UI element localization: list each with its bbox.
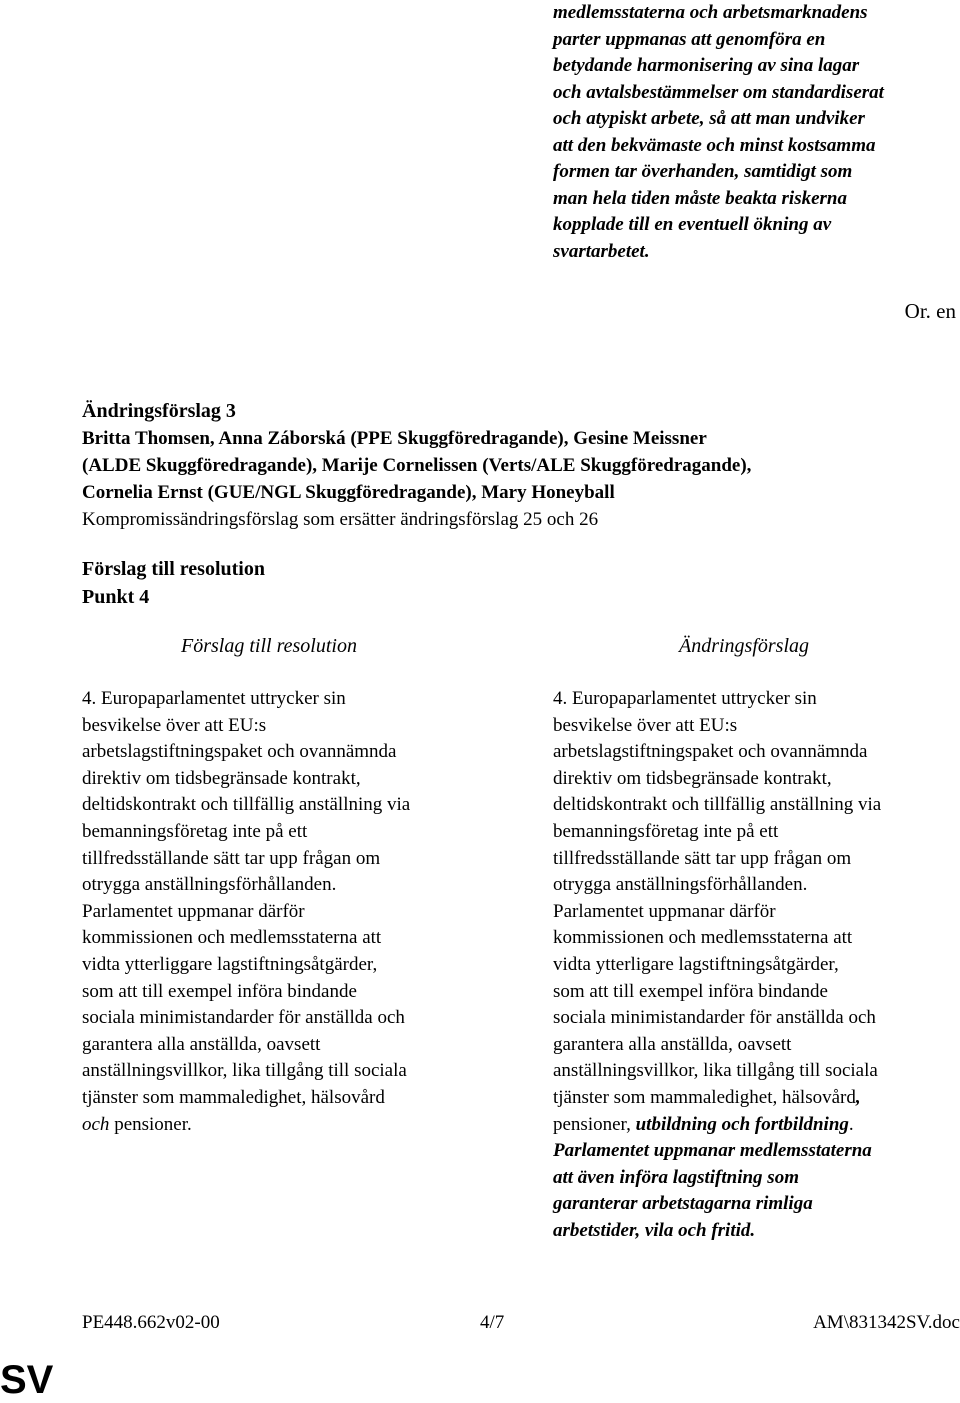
original-text-column	[82, 686, 492, 1138]
continuation-line: och avtalsbestämmelser om standardiserat	[553, 81, 884, 103]
compromise-note: Kompromissändringsförslag som ersätter ändringsförslag 25 och 26	[82, 509, 599, 530]
amendment-line: 4. Europaparlamentet uttrycker sin	[553, 688, 817, 709]
language-code: SV	[0, 1358, 54, 1402]
amendment-line	[553, 1112, 955, 1139]
added-line: arbetstider, vila och fritid.	[553, 1219, 756, 1241]
continuation-line: man hela tiden måste beakta riskerna	[553, 187, 847, 209]
continuation-line: medlemsstaterna och arbetsmarknadens	[553, 2, 868, 23]
amendment-line: arbetslagstiftningspaket och ovannämnda	[553, 741, 868, 763]
amendment-header	[82, 398, 942, 533]
motion-label: Förslag till resolution	[82, 558, 265, 580]
original-line: anställningsvillkor, lika tillgång till sociala	[82, 1060, 407, 1082]
left-column-heading: Förslag till resolution	[181, 635, 357, 657]
continuation-line: betydande harmonisering av sina lagar	[553, 55, 860, 76]
amendment-line: Parlamentet uppmanar därför	[553, 900, 776, 922]
amendment-authors-line: Britta Thomsen, Anna Záborská (PPE Skuggföredragande), Gesine Meissner	[82, 428, 707, 449]
footer-reference: PE448.662v02-00	[82, 1312, 220, 1333]
original-line: arbetslagstiftningspaket och ovannämnda	[82, 741, 397, 763]
continuation-line: parter uppmanas att genomföra en	[553, 28, 826, 50]
added-text: ,	[855, 1086, 861, 1108]
footer-page-number: 4/7	[480, 1312, 505, 1333]
footer-document-name: AM\831342SV.doc	[813, 1312, 960, 1333]
amendment-line: tillfredsställande sätt tar upp frågan om	[553, 847, 852, 869]
original-line: Parlamentet uppmanar därför	[82, 900, 305, 922]
amendment-authors-line: (ALDE Skuggföredragande), Marije Cornelissen (Verts/ALE Skuggföredragande),	[82, 455, 752, 476]
original-line: tjänster som mammaledighet, hälsovård	[82, 1086, 385, 1108]
continuation-line: och atypiskt arbete, så att man undviker	[553, 108, 865, 129]
motion-reference	[82, 555, 265, 611]
amendment-line-plain: tjänster som mammaledighet, hälsovård	[553, 1086, 856, 1108]
amendment-text-column	[553, 686, 955, 1244]
original-line: kommissionen och medlemsstaterna att	[82, 927, 382, 949]
amendment-line: direktiv om tidsbegränsade kontrakt,	[553, 767, 832, 789]
continuation-line: formen tar överhanden, samtidigt som	[553, 161, 853, 182]
amendment-line: bemanningsföretag inte på ett	[553, 820, 779, 842]
continuation-line: att den bekvämaste och minst kostsamma	[553, 134, 876, 156]
amendment-title: Ändringsförslag 3	[82, 400, 236, 422]
amendment-line-end: .	[848, 1113, 854, 1135]
amendment-authors-line: Cornelia Ernst (GUE/NGL Skuggföredragande), Mary Honeyball	[82, 482, 615, 503]
original-line: bemanningsföretag inte på ett	[82, 820, 308, 842]
right-column-heading: Ändringsförslag	[679, 635, 810, 657]
added-line: Parlamentet uppmanar medlemsstaterna	[553, 1140, 872, 1162]
amendment-line: besvikelse över att EU:s	[553, 714, 738, 736]
added-line: att även införa lagstiftning som	[553, 1166, 799, 1188]
original-line: direktiv om tidsbegränsade kontrakt,	[82, 767, 361, 789]
amendment-line	[553, 1085, 955, 1112]
original-language-note: Or. en	[904, 299, 956, 323]
original-line: tillfredsställande sätt tar upp frågan om	[82, 847, 381, 869]
original-line: vidta ytterliggare lagstiftningsåtgärder,	[82, 953, 378, 975]
original-line: otrygga anställningsförhållanden.	[82, 874, 337, 896]
original-line: garantera alla anställda, oavsett	[82, 1033, 321, 1055]
amendment-line: kommissionen och medlemsstaterna att	[553, 927, 853, 949]
amendment-line: otrygga anställningsförhållanden.	[553, 874, 808, 896]
amendment-line: anställningsvillkor, lika tillgång till sociala	[553, 1060, 878, 1082]
amendment-line-plain: pensioner,	[553, 1113, 636, 1135]
original-line: besvikelse över att EU:s	[82, 714, 267, 736]
original-line: sociala minimistandarder för anställda och	[82, 1007, 405, 1029]
amendment-line: vidta ytterligare lagstiftningsåtgärder,	[553, 953, 839, 975]
amendment-line: deltidskontrakt och tillfällig anställning via	[553, 794, 882, 816]
original-line: deltidskontrakt och tillfällig anställning via	[82, 794, 411, 816]
original-line: 4. Europaparlamentet uttrycker sin	[82, 688, 346, 709]
deleted-word: och	[82, 1113, 110, 1135]
original-last-rest: pensioner.	[109, 1113, 192, 1135]
continuation-line: svartarbetet.	[553, 240, 650, 262]
amendment-line: garantera alla anställda, oavsett	[553, 1033, 792, 1055]
added-line: garanterar arbetstagarna rimliga	[553, 1193, 813, 1215]
motion-point: Punkt 4	[82, 586, 150, 608]
amendment-line: som att till exempel införa bindande	[553, 980, 828, 1002]
added-text: utbildning och fortbildning	[635, 1113, 849, 1135]
original-line: som att till exempel införa bindande	[82, 980, 357, 1002]
amendment-line: sociala minimistandarder för anställda och	[553, 1007, 876, 1029]
continuation-line: kopplade till en eventuell ökning av	[553, 214, 832, 235]
original-last-line	[82, 1112, 492, 1139]
previous-amendment-continuation	[553, 0, 953, 265]
